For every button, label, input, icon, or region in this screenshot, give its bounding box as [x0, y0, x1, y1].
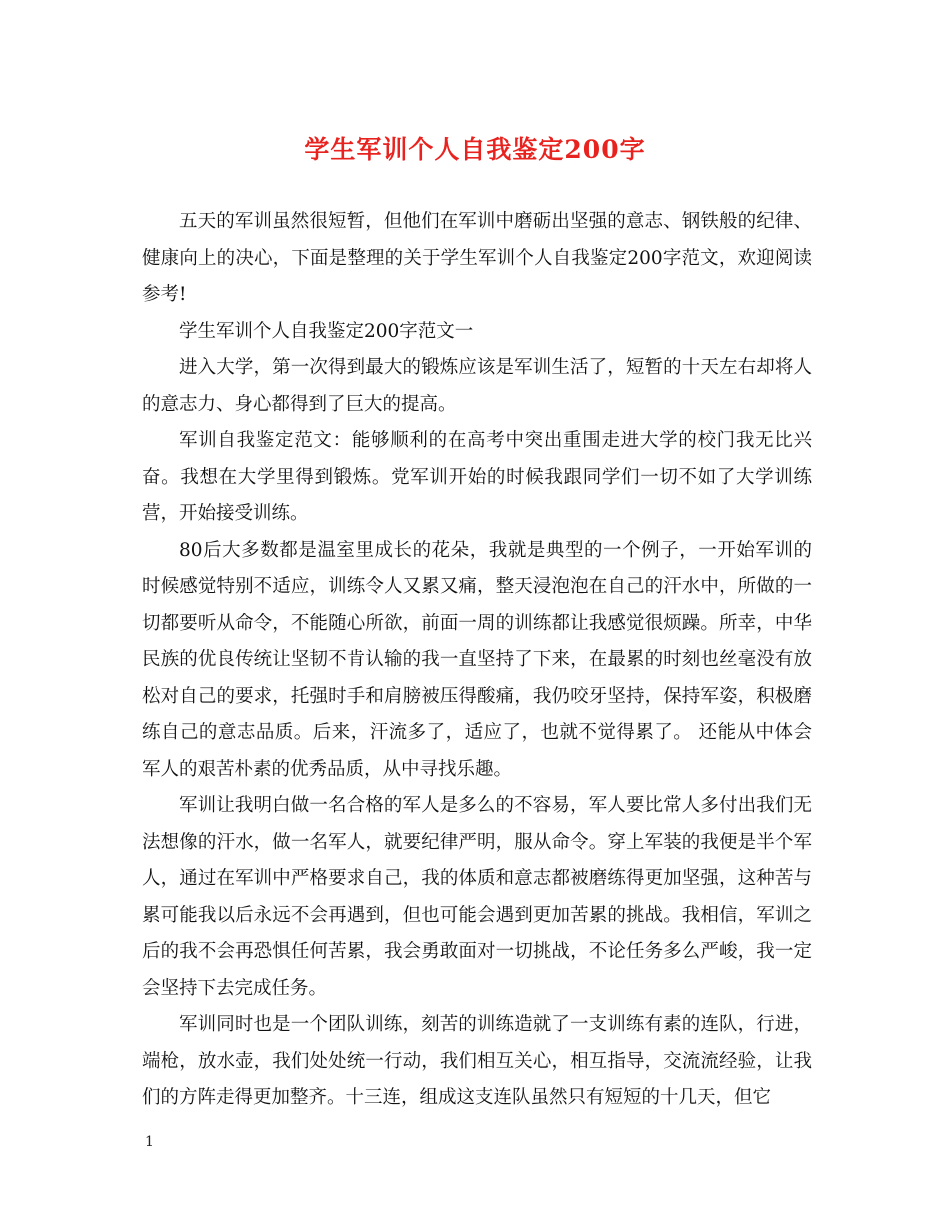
paragraph: 军训同时也是一个团队训练，刻苦的训练造就了一支训练有素的连队，行进，端枪，放水壶，我们处处统一行动，我们相互关心，相互指导，交流流经验，让我们的方阵走得更加整齐。十三连，组成这支连队虽然只有短短的十几天，但它 — [142, 1014, 812, 1108]
paragraph: 军训让我明白做一名合格的军人是多么的不容易，军人要比常人多付出我们无法想像的汗水，做一名军人，就要纪律严明，服从命令。穿上军装的我便是半个军人，通过在军训中严格要求自己，我的体质和意志都被磨练得更加坚强，这种苦与累可能我以后永远不会再遇到，但也可能会遇到更加苦累的挑战。我相信，军训之后的我不会再恐惧任何苦累，我会勇敢面对一切挑战，不论任务多么严峻，我一定会坚持下去完成任务。 — [142, 795, 812, 999]
document-body — [142, 204, 812, 1117]
paragraph: 军训自我鉴定范文：能够顺利的在高考中突出重围走进大学的校门我无比兴奋。我想在大学里得到锻炼。党军训开始的时候我跟同学们一切不如了大学训练营，开始接受训练。 — [142, 430, 812, 524]
paragraph-subheading: 学生军训个人自我鉴定200字范文一 — [179, 320, 474, 342]
document-title: 学生军训个人自我鉴定200字 — [304, 135, 646, 164]
paragraph: 进入大学，第一次得到最大的锻炼应该是军训生活了，短暂的十天左右却将人的意志力、身心都得到了巨大的提高。 — [142, 357, 812, 415]
page-number: 1 — [145, 1134, 154, 1150]
paragraph-intro: 五天的军训虽然很短暂，但他们在军训中磨砺出坚强的意志、钢铁般的纪律、健康向上的决心，下面是整理的关于学生军训个人自我鉴定200字范文，欢迎阅读参考! — [142, 211, 812, 305]
paragraph: 80后大多数都是温室里成长的花朵，我就是典型的一个例子，一开始军训的时候感觉特别不适应，训练令人又累又痛，整天浸泡泡在自己的汗水中，所做的一切都要听从命令，不能随心所欲，前面一周的训练都让我感觉很烦躁。所幸，中华民族的优良传统让坚韧不肯认输的我一直坚持了下来，在最累的时刻也丝毫没有放松对自己的要求，托强时手和肩膀被压得酸痛，我仍咬牙坚持，保持军姿，积极磨练自己的意志品质。后来，汗流多了，适应了，也就不觉得累了。 还能从中体会军人的艰苦朴素的优秀品质，从中寻找乐趣。 — [142, 539, 812, 780]
